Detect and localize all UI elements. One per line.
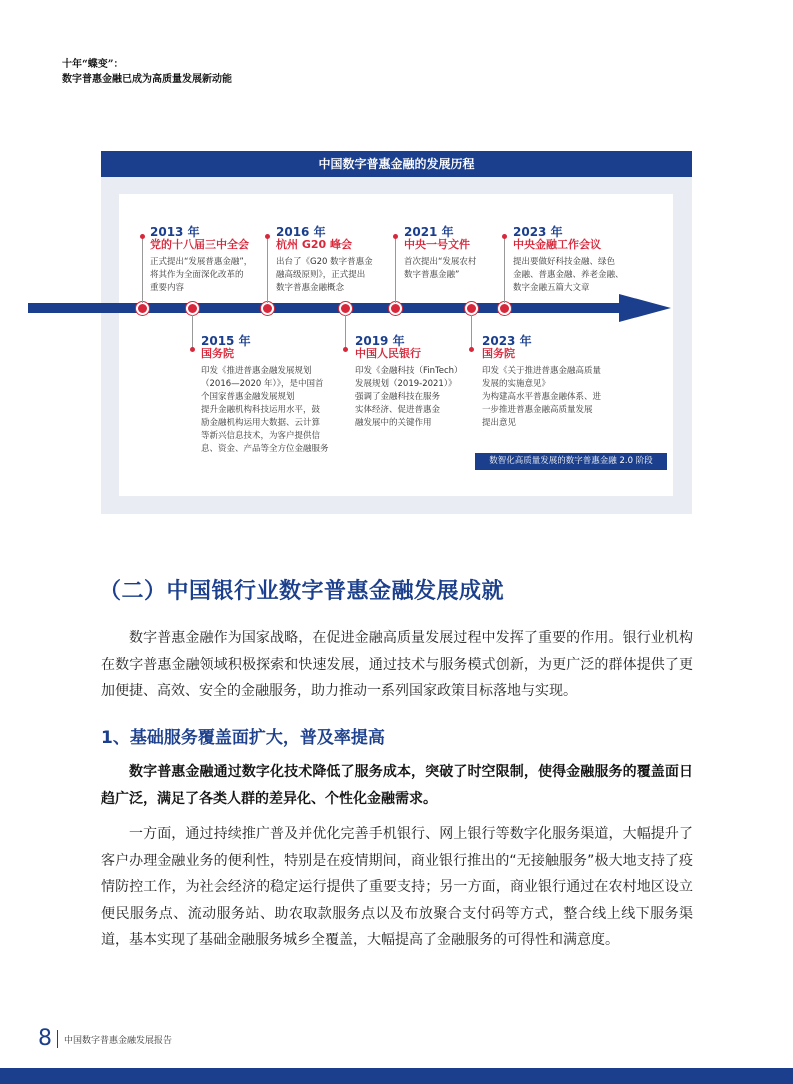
sub-heading: 1、基础服务覆盖面扩大，普及率提高 (101, 728, 385, 748)
intro-paragraph: 数字普惠金融作为国家战略，在促进金融高质量发展过程中发挥了重要的作用。银行业机构在数字普惠金融领域积极探索和快速发展，通过技术与服务模式创新，为更广泛的群体提供了更加便捷、高效、安全的金融服务，助力推动一系列国家政策目标落地与实现。 (101, 630, 693, 699)
connector-dot (265, 234, 270, 239)
event-desc: 正式提出“发展普惠金融”， 将其作为全面深化改革的 重要内容 (150, 257, 253, 293)
event-year: 2023 年 (482, 334, 532, 348)
event-year: 2015 年 (201, 334, 251, 348)
event-year: 2023 年 (513, 225, 563, 239)
event-year: 2013 年 (150, 225, 200, 239)
event-org: 中央金融工作会议 (513, 238, 601, 251)
section-heading: （二）中国银行业数字普惠金融发展成就 (99, 579, 505, 604)
connector-dot (140, 234, 145, 239)
timeline-node-2023-conference (498, 302, 511, 315)
timeline-node-2021 (389, 302, 402, 315)
running-head-line1: 十年“蝶变”： (62, 59, 124, 70)
timeline-axis (28, 303, 641, 313)
footer-divider (57, 1030, 58, 1048)
timeline-stage-label: 数智化高质量发展的数字普惠金融 2.0 阶段 (475, 453, 667, 470)
connector-dot (502, 234, 507, 239)
connector-line (267, 236, 268, 303)
connector-line (192, 315, 193, 349)
connector-line (504, 236, 505, 303)
timeline-arrowhead (619, 294, 671, 322)
timeline-title: 中国数字普惠金融的发展历程 (101, 151, 692, 177)
connector-line (142, 236, 143, 303)
event-desc: 出台了《G20 数字普惠金 融高级原则》，正式提出 数字普惠金融概念 (276, 257, 373, 293)
connector-dot (190, 347, 195, 352)
event-desc: 印发《金融科技（FinTech） 发展规划（2019-2021）》 强调了金融科技在服务 实体经济、促进普惠金 融发展中的关键作用 (355, 366, 463, 428)
event-desc: 首次提出“发展农村 数字普惠金融” (404, 257, 477, 280)
event-org: 国务院 (201, 347, 234, 360)
connector-line (395, 236, 396, 303)
body-paragraph: 一方面，通过持续推广普及并优化完善手机银行、网上银行等数字化服务渠道，大幅提升了客户办理金融业务的便利性，特别是在疫情期间，商业银行推出的“无接触服务”极大地支持了疫情防控工作，为社会经济的稳定运行提供了重要支持；另一方面，商业银行通过在农村地区设立便民服务点、流动服务站、助农取款服务点以及布放聚合支付码等方式，整合线上线下服务渠道，基本实现了基础金融服务城乡全覆盖，大幅提高了金融服务的可得性和满意度。 (101, 826, 693, 948)
page-number: 8 (38, 1026, 52, 1051)
event-org: 杭州 G20 峰会 (276, 238, 352, 251)
connector-line (345, 315, 346, 349)
running-head (62, 57, 232, 87)
timeline-node-2015 (186, 302, 199, 315)
report-title: 中国数字普惠金融发展报告 (64, 1035, 173, 1046)
connector-dot (469, 347, 474, 352)
connector-dot (343, 347, 348, 352)
timeline-node-2013-plenum (136, 302, 149, 315)
page-footer (38, 1028, 172, 1050)
event-org: 中国人民银行 (355, 347, 421, 360)
connector-line (471, 315, 472, 349)
summary-paragraph: 数字普惠金融通过数字化技术降低了服务成本，突破了时空限制，使得金融服务的覆盖面日趋广泛，满足了各类人群的差异化、个性化金融需求。 (101, 764, 693, 807)
event-org: 国务院 (482, 347, 515, 360)
event-year: 2019 年 (355, 334, 405, 348)
event-org: 党的十八届三中全会 (150, 238, 249, 251)
event-year: 2016 年 (276, 225, 326, 239)
event-desc: 印发《关于推进普惠金融高质量 发展的实施意见》 为构建高水平普惠金融体系、进 一步推进普惠金融高质量发展 提出意见 (482, 366, 602, 428)
event-year: 2021 年 (404, 225, 454, 239)
running-head-line2: 数字普惠金融已成为高质量发展新动能 (62, 74, 232, 85)
timeline-node-2023-state (465, 302, 478, 315)
event-desc: 提出要做好科技金融、绿色 金融、普惠金融、养老金融、 数字金融五篇大文章 (513, 257, 624, 293)
event-desc: 印发《推进普惠金融发展规划 （2016—2020 年）》，是中国首 个国家普惠金融发展规划 提升金融机构科技运用水平，鼓 励金融机构运用大数据、云计算 等新兴信息技术，为客户提供信 息、资金、产品等全方位金融服务 (201, 366, 329, 454)
event-org: 中央一号文件 (404, 238, 470, 251)
timeline-node-2016 (261, 302, 274, 315)
connector-dot (393, 234, 398, 239)
timeline-node-2019 (339, 302, 352, 315)
bottom-band (0, 1068, 793, 1084)
